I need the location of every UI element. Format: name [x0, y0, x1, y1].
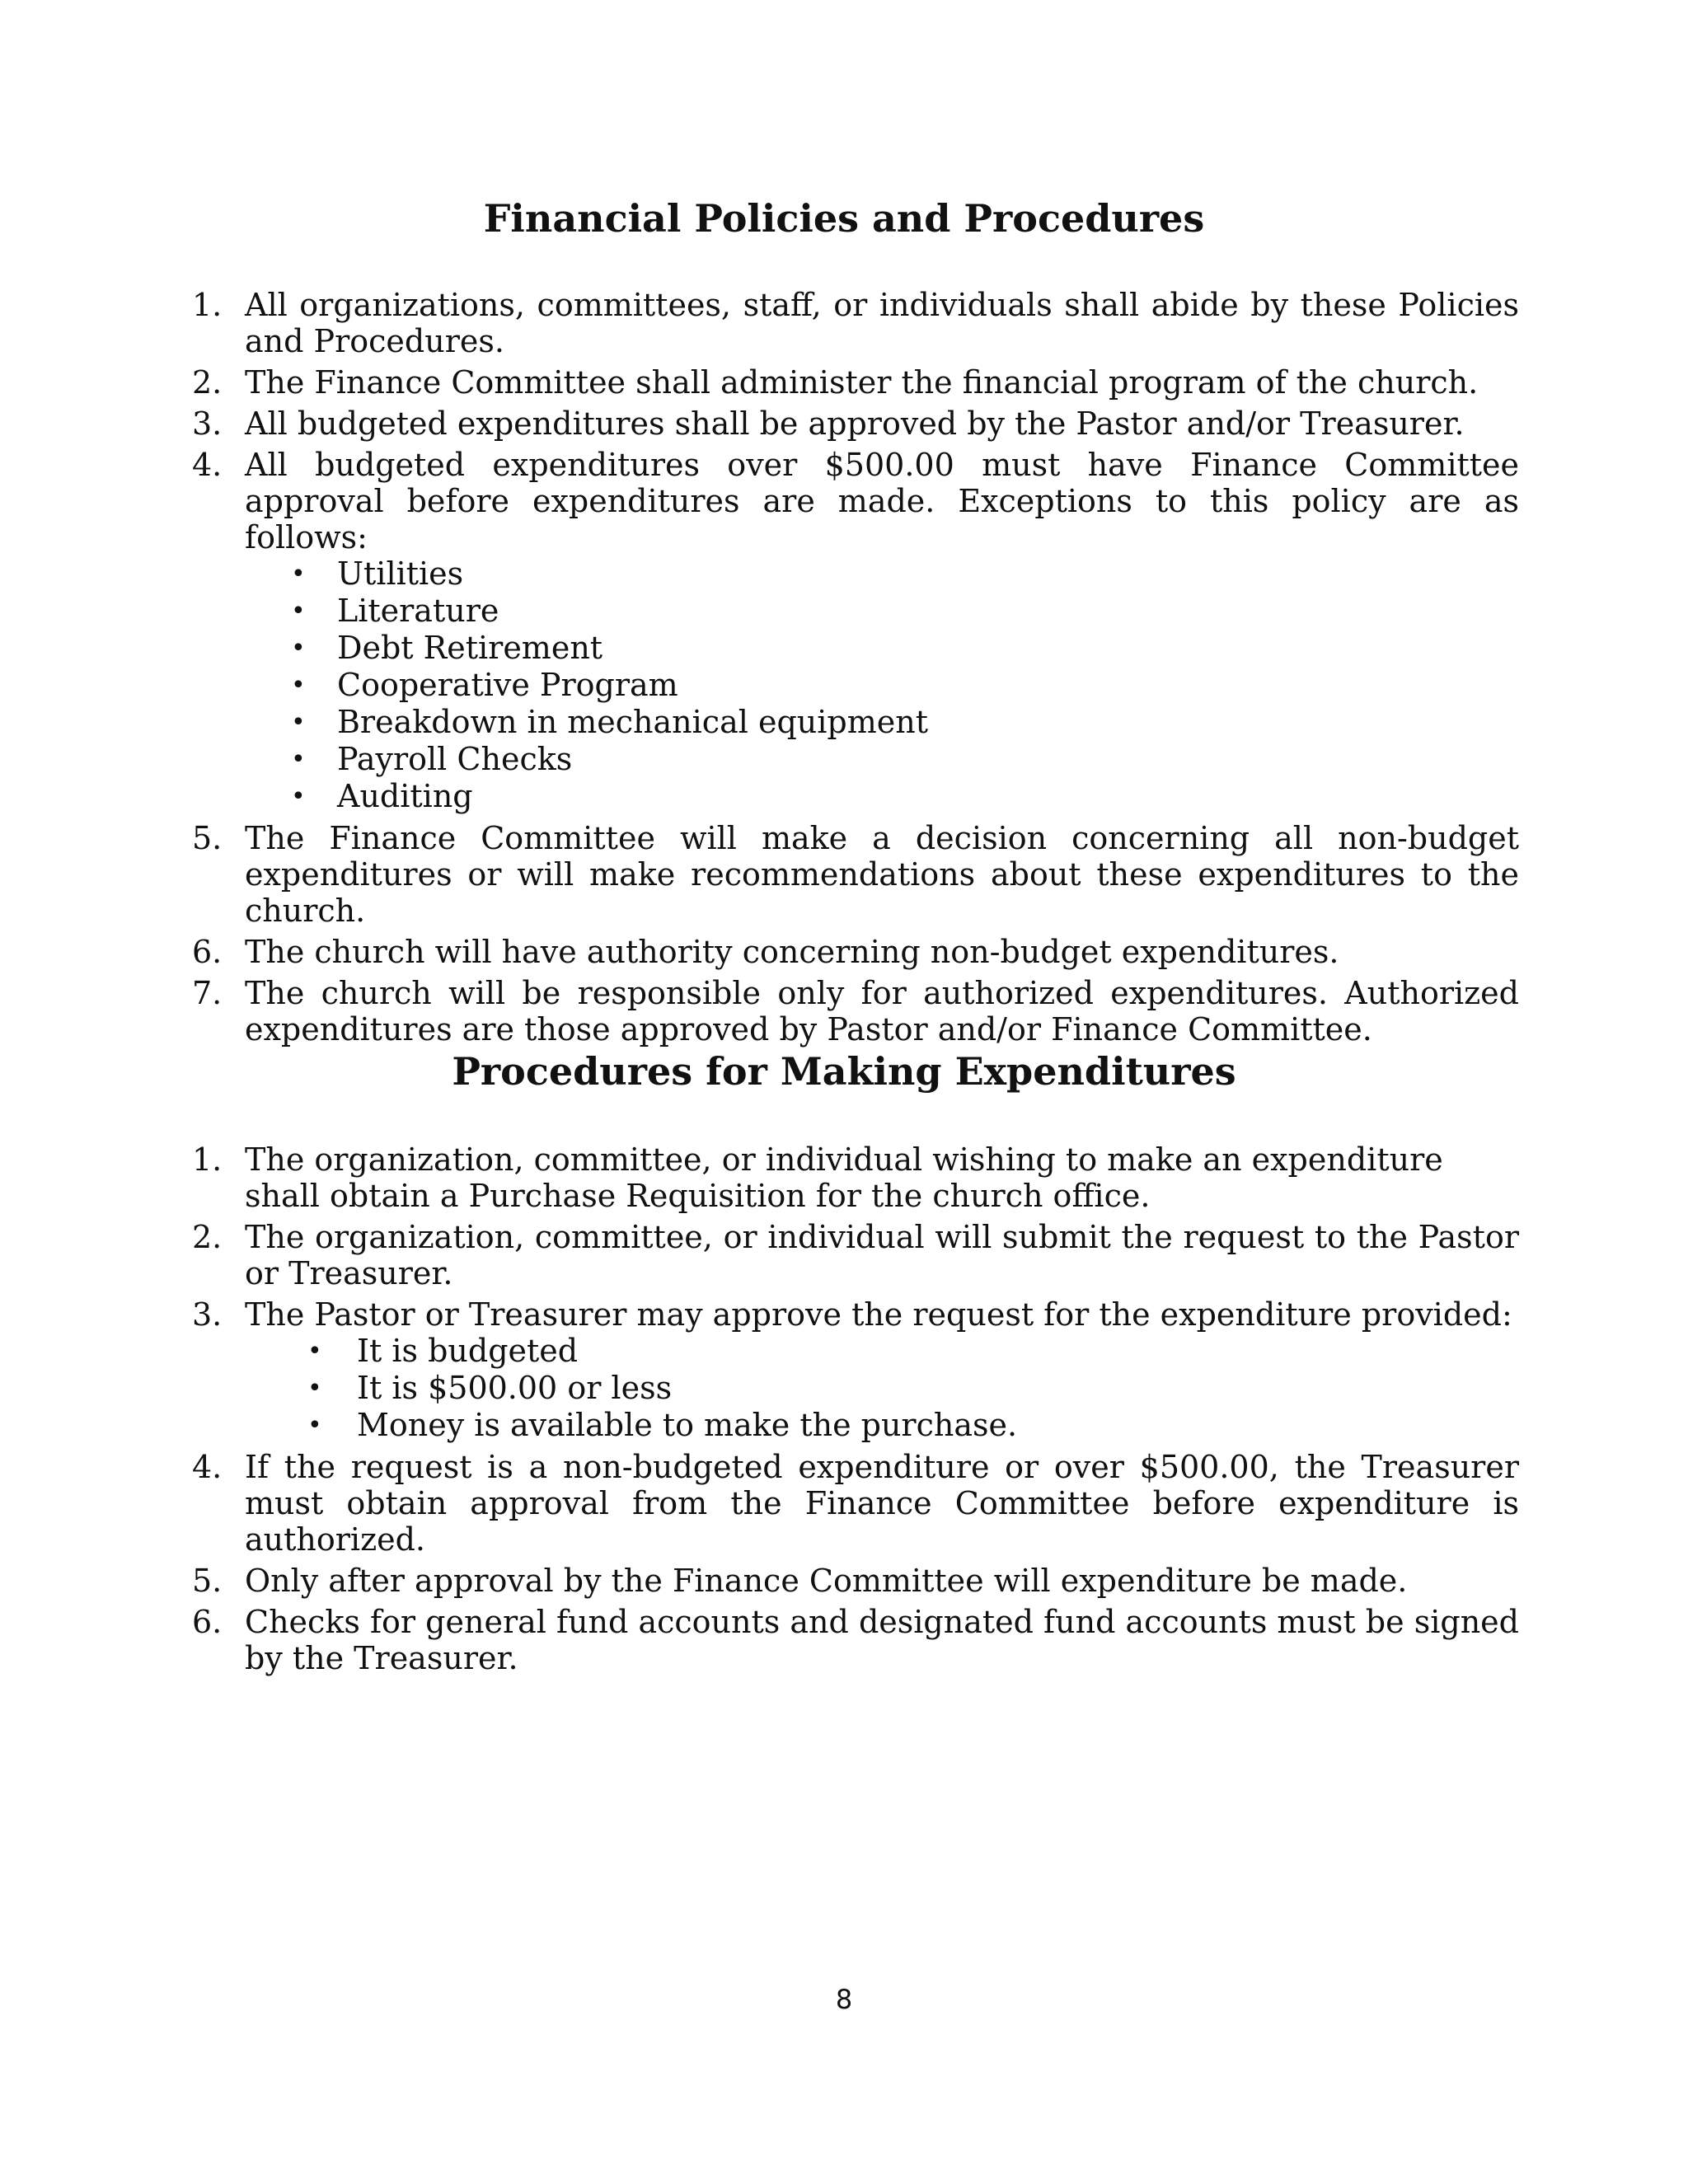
item-text: The Finance Committee will make a decision concerning all non-budget expenditures or will make recommendations about these expenditures to the church.: [245, 820, 1519, 929]
policy-item-5: [192, 820, 1519, 929]
procedure-item-1: [192, 1141, 1519, 1214]
list-item: [192, 778, 1519, 815]
policy-item-3: [192, 405, 1519, 442]
exceptions-list: [192, 555, 1519, 815]
bullet-text: It is budgeted: [357, 1333, 579, 1369]
item-number: 4.: [192, 447, 223, 483]
list-item: [192, 630, 1519, 667]
financial-policies-list: [192, 287, 1519, 1052]
bullet-icon: •: [291, 708, 306, 737]
bullet-icon: •: [307, 1337, 322, 1366]
item-number: 3.: [192, 405, 223, 442]
item-number: 3.: [192, 1296, 223, 1333]
item-number: 1.: [192, 287, 223, 323]
procedure-item-5: [192, 1563, 1519, 1599]
list-item: [192, 704, 1519, 741]
list-item: [192, 741, 1519, 778]
list-item: [192, 1407, 1519, 1444]
procedure-item-4: [192, 1449, 1519, 1558]
policy-item-7: [192, 975, 1519, 1047]
list-item: [192, 555, 1519, 593]
item-number: 6.: [192, 934, 223, 970]
item-number: 4.: [192, 1449, 223, 1485]
policy-item-1: [192, 287, 1519, 359]
policy-item-2: [192, 364, 1519, 401]
section-title-financial-policies: Financial Policies and Procedures: [483, 196, 1205, 241]
item-text: Checks for general fund accounts and designated fund accounts must be signed by the Treasurer.: [245, 1604, 1519, 1676]
list-item: [192, 667, 1519, 704]
bullet-text: Utilities: [337, 555, 464, 592]
item-number: 7.: [192, 975, 223, 1011]
bullet-icon: •: [291, 782, 306, 811]
item-text: The Finance Committee shall administer the financial program of the church.: [245, 364, 1479, 401]
bullet-icon: •: [291, 560, 306, 588]
expenditure-procedures-list: [192, 1141, 1519, 1681]
list-item: [192, 1333, 1519, 1370]
item-text: Only after approval by the Finance Committee will expenditure be made.: [245, 1563, 1408, 1599]
list-item: [192, 1370, 1519, 1407]
item-text: All budgeted expenditures shall be approved by the Pastor and/or Treasurer.: [245, 405, 1465, 442]
policy-item-4: [192, 447, 1519, 555]
item-number: 5.: [192, 820, 223, 856]
bullet-text: Money is available to make the purchase.: [357, 1407, 1018, 1443]
procedure-item-6: [192, 1604, 1519, 1676]
item-text: The church will be responsible only for authorized expenditures. Authorized expenditures are those approved by Pastor and/or Finance Committee.: [245, 975, 1519, 1047]
item-number: 5.: [192, 1563, 223, 1599]
bullet-icon: •: [291, 671, 306, 700]
item-text: The organization, committee, or individual will submit the request to the Pastor or Treasurer.: [245, 1219, 1519, 1291]
bullet-icon: •: [307, 1411, 322, 1440]
bullet-text: Auditing: [337, 778, 473, 814]
item-text: All budgeted expenditures over $500.00 must have Finance Committee approval before expenditures are made. Exceptions to this policy are as follows:: [245, 447, 1519, 555]
bullet-text: Payroll Checks: [337, 741, 573, 777]
bullet-text: Breakdown in mechanical equipment: [337, 704, 929, 740]
list-item: [192, 593, 1519, 630]
section-title-making-expenditures: Procedures for Making Expenditures: [452, 1049, 1236, 1094]
item-number: 1.: [192, 1141, 223, 1178]
item-text: The Pastor or Treasurer may approve the request for the expenditure provided:: [245, 1296, 1512, 1333]
bullet-text: It is $500.00 or less: [357, 1370, 673, 1406]
page-number: 8: [835, 1984, 853, 2015]
item-number: 2.: [192, 364, 223, 401]
bullet-text: Debt Retirement: [337, 630, 603, 666]
bullet-icon: •: [291, 745, 306, 774]
procedure-item-3: [192, 1296, 1519, 1333]
approval-conditions-list: [192, 1333, 1519, 1444]
policy-item-6: [192, 934, 1519, 970]
bullet-icon: •: [307, 1374, 322, 1403]
item-number: 6.: [192, 1604, 223, 1640]
item-text: All organizations, committees, staff, or individuals shall abide by these Policies and Procedures.: [245, 287, 1519, 359]
item-text: The organization, committee, or individual wishing to make an expenditure shall obtain a Purchase Requisition for the church office.: [245, 1141, 1443, 1214]
bullet-icon: •: [291, 597, 306, 626]
item-text: If the request is a non-budgeted expenditure or over $500.00, the Treasurer must obtain approval from the Finance Committee before expenditure is authorized.: [245, 1449, 1519, 1558]
bullet-icon: •: [291, 634, 306, 663]
bullet-text: Cooperative Program: [337, 667, 678, 703]
item-text: The church will have authority concerning non-budget expenditures.: [245, 934, 1339, 970]
bullet-text: Literature: [337, 593, 499, 629]
item-number: 2.: [192, 1219, 223, 1255]
procedure-item-2: [192, 1219, 1519, 1291]
